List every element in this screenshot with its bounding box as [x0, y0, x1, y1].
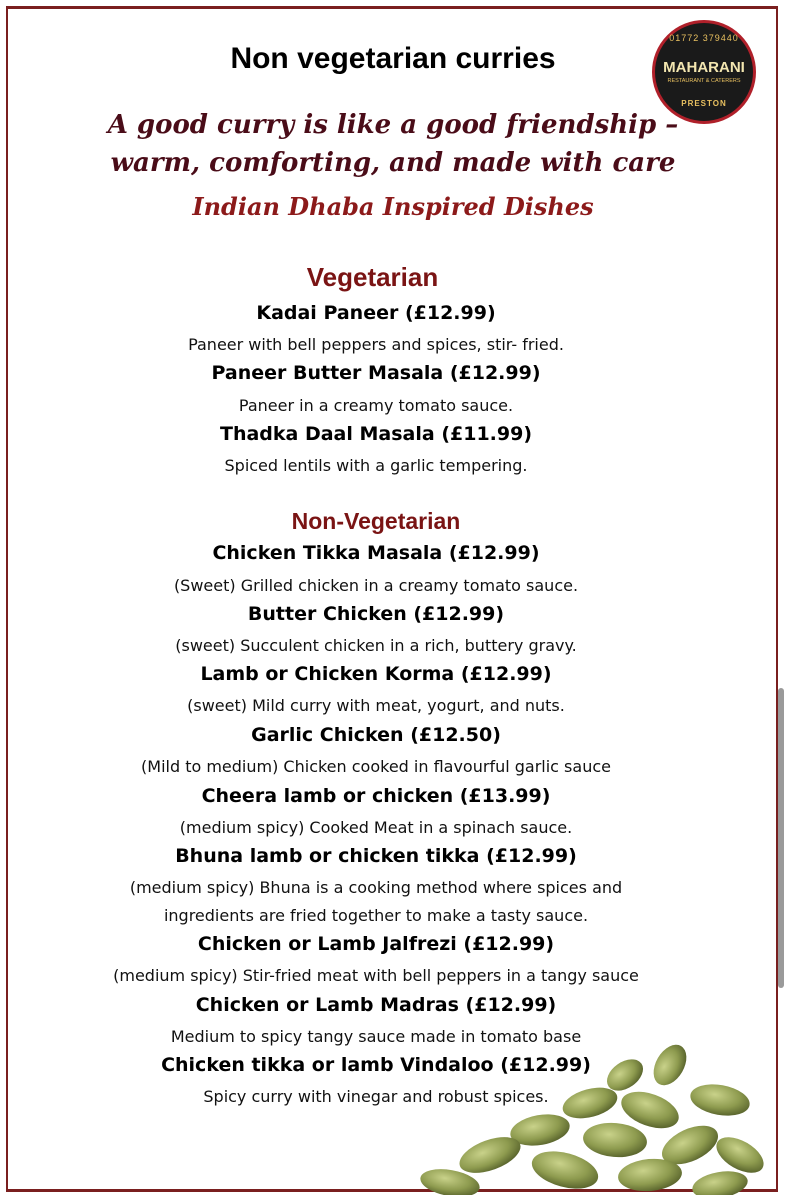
- dish-description-continued: ingredients are fried together to make a tasty sauce.: [163, 906, 589, 925]
- dish-description: (medium spicy) Cooked Meat in a spinach sauce.: [179, 818, 573, 837]
- logo-city: PRESTON: [681, 99, 727, 108]
- non-vegetarian-section-title: Non-Vegetarian: [291, 508, 461, 534]
- dish-name: Lamb or Chicken Korma (£12.99): [200, 663, 552, 685]
- maharani-logo: [652, 20, 756, 124]
- logo-phone: 01772 379440: [669, 33, 739, 43]
- dish-description: (sweet) Mild curry with meat, yogurt, and nuts.: [187, 696, 565, 715]
- dish-description: Spicy curry with vinegar and robust spices.: [203, 1087, 549, 1106]
- logo-subtitle: RESTAURANT & CATERERS: [667, 78, 741, 84]
- dish-description: Paneer with bell peppers and spices, stir- fried.: [188, 335, 564, 354]
- dish-description: Paneer in a creamy tomato sauce.: [238, 396, 514, 415]
- dish-description: Medium to spicy tangy sauce made in tomato base: [170, 1027, 582, 1046]
- tagline-line-2: warm, comforting, and made with care: [110, 148, 676, 178]
- dish-name: Garlic Chicken (£12.50): [251, 724, 501, 746]
- subheading: Indian Dhaba Inspired Dishes: [192, 192, 594, 221]
- dish-name: Thadka Daal Masala (£11.99): [219, 423, 532, 445]
- dish-name: Chicken tikka or lamb Vindaloo (£12.99): [161, 1054, 591, 1076]
- dish-description: Spiced lentils with a garlic tempering.: [224, 456, 528, 475]
- dish-name: Chicken or Lamb Madras (£12.99): [195, 994, 557, 1016]
- dish-name: Butter Chicken (£12.99): [247, 603, 505, 625]
- cardamom-pods-image: [400, 1035, 780, 1195]
- dish-name: Kadai Paneer (£12.99): [256, 302, 496, 324]
- dish-description: (Mild to medium) Chicken cooked in flavourful garlic sauce: [141, 757, 611, 776]
- dish-description: (medium spicy) Stir-fried meat with bell peppers in a tangy sauce: [113, 966, 639, 985]
- dish-description: (Sweet) Grilled chicken in a creamy tomato sauce.: [173, 576, 579, 595]
- dish-description: (sweet) Succulent chicken in a rich, buttery gravy.: [175, 636, 577, 655]
- logo-name: MAHARANI: [663, 59, 745, 76]
- page-title: Non vegetarian curries: [230, 42, 556, 75]
- dish-name: Chicken Tikka Masala (£12.99): [212, 542, 540, 564]
- tagline-line-1: A good curry is like a good friendship –: [107, 110, 679, 140]
- dish-name: Bhuna lamb or chicken tikka (£12.99): [175, 845, 577, 867]
- scrollbar[interactable]: [778, 688, 784, 988]
- dish-name: Chicken or Lamb Jalfrezi (£12.99): [197, 933, 555, 955]
- dish-name: Cheera lamb or chicken (£13.99): [201, 785, 551, 807]
- dish-name: Paneer Butter Masala (£12.99): [211, 362, 541, 384]
- vegetarian-section-title: Vegetarian: [306, 262, 439, 292]
- dish-description: (medium spicy) Bhuna is a cooking method where spices and: [129, 878, 623, 897]
